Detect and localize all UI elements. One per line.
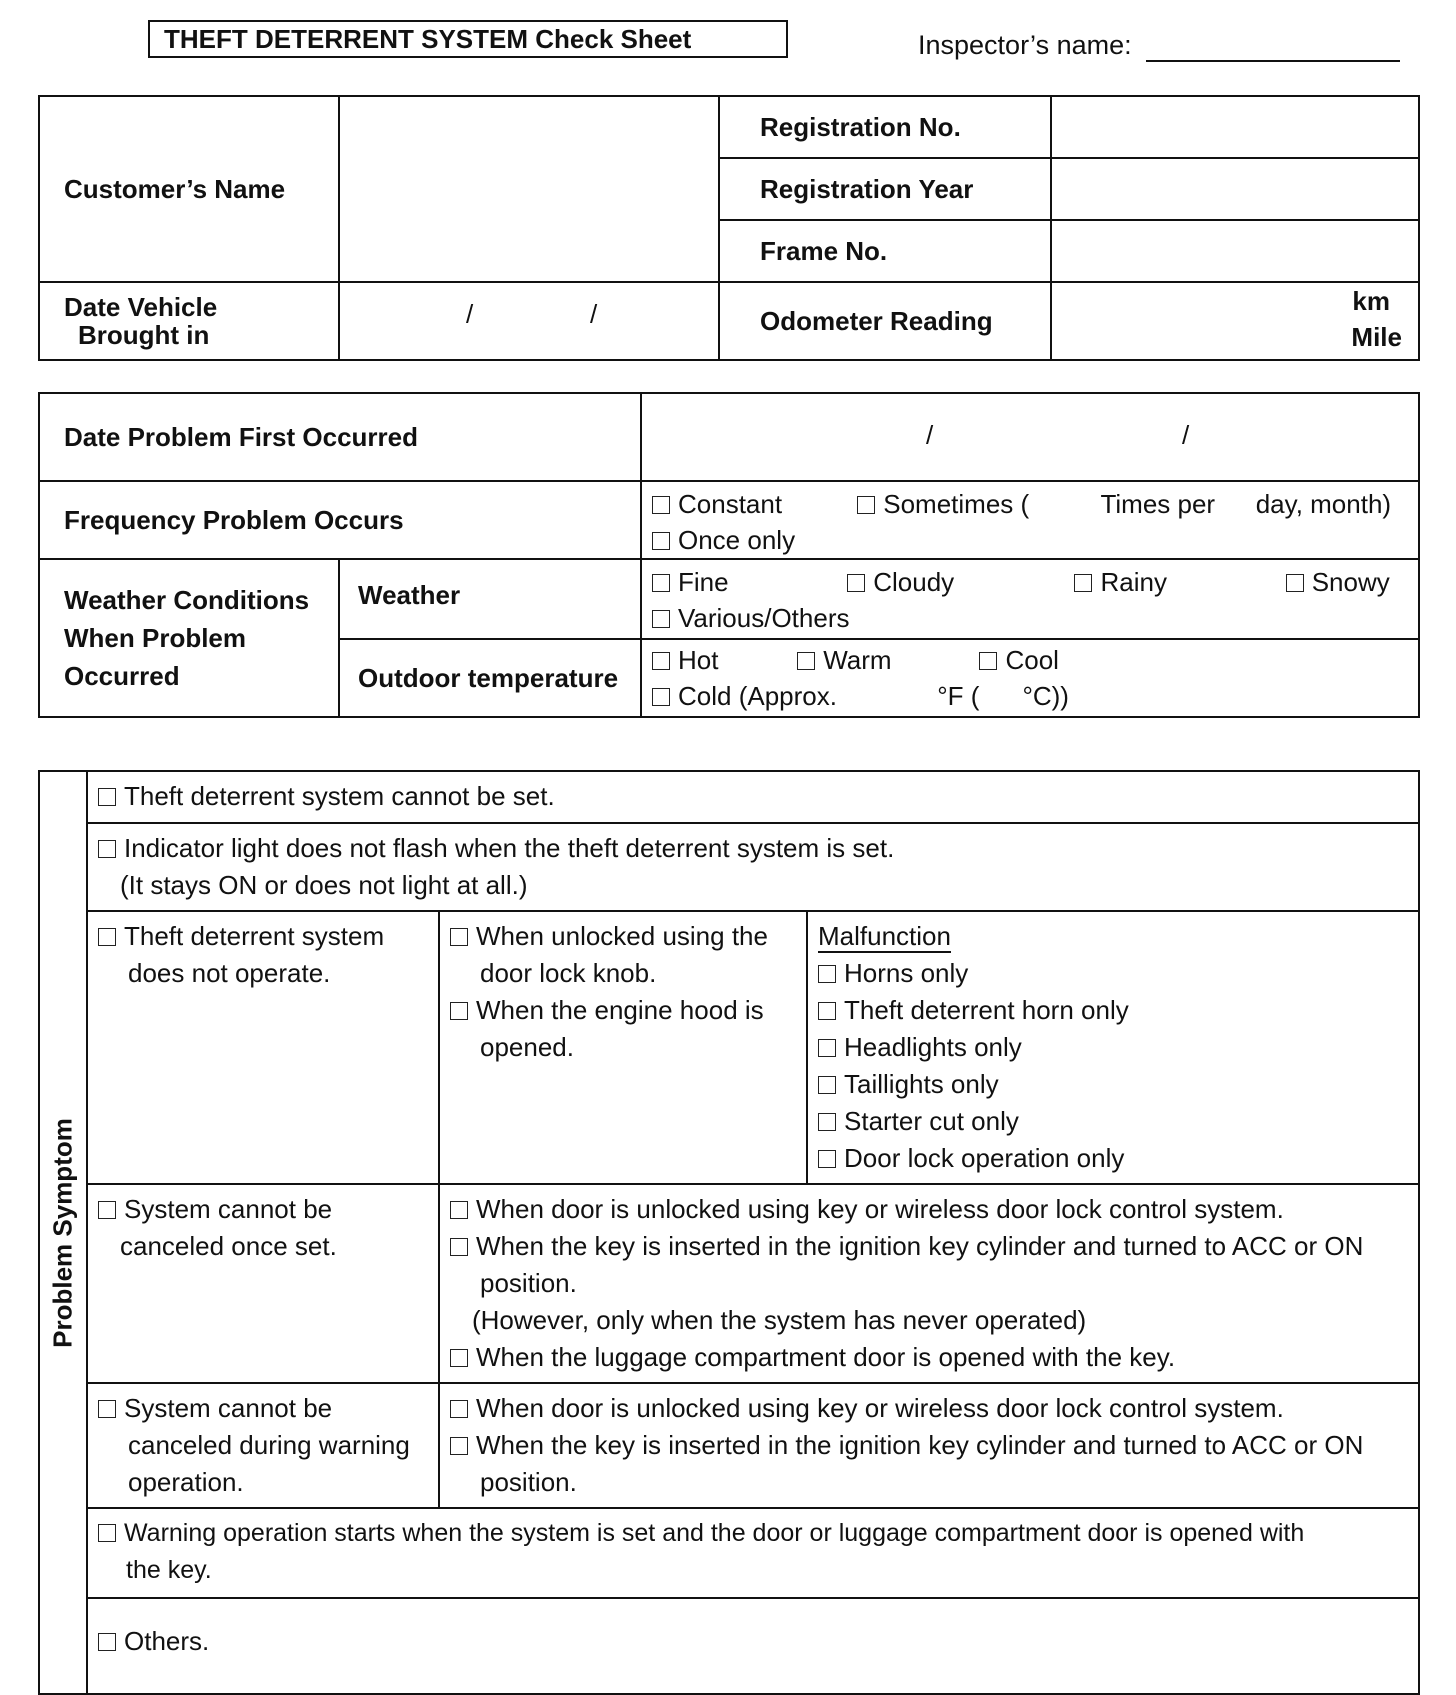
registration-year-label: Registration Year: [719, 158, 1051, 220]
temp-unit-c: °C)): [1022, 681, 1069, 711]
symptom-indicator-no-flash[interactable]: Indicator light does not flash when the theft deterrent system is set. (It stays ON or does not light at all.): [87, 823, 1419, 911]
date-separator: /: [926, 420, 934, 450]
freq-times-per: Times per: [1100, 489, 1216, 519]
malfunction-theft-horn[interactable]: Theft deterrent horn only: [818, 992, 1418, 1029]
cond-door-lock-knob[interactable]: When unlocked using the: [450, 918, 806, 955]
date-separator: /: [590, 299, 598, 329]
checkbox-icon[interactable]: [450, 1002, 468, 1020]
checkbox-icon[interactable]: [652, 496, 670, 514]
checkbox-icon[interactable]: [818, 1002, 836, 1020]
temp-cold-option[interactable]: Cold (Approx.: [652, 678, 930, 714]
customer-name-label: Customer’s Name: [39, 96, 339, 282]
symptom-warning-starts[interactable]: Warning operation starts when the system is set and the door or luggage compartment door is opened with the key.: [87, 1508, 1419, 1598]
problem-occurrence-table: [38, 392, 1420, 718]
checkbox-icon[interactable]: [450, 1201, 468, 1219]
date-brought-label-line1: Date Vehicle: [64, 292, 218, 322]
symptom-cannot-cancel-once-set[interactable]: System cannot be canceled once set.: [87, 1184, 439, 1383]
checkbox-icon[interactable]: [450, 1400, 468, 1418]
malfunction-taillights[interactable]: Taillights only: [818, 1066, 1418, 1103]
date-brought-field[interactable]: [339, 282, 719, 360]
weather-options: [641, 559, 1419, 639]
checkbox-icon[interactable]: [1074, 574, 1092, 592]
customer-name-field[interactable]: [339, 96, 719, 282]
date-first-field[interactable]: [641, 393, 1419, 481]
freq-sometimes-option[interactable]: Sometimes (: [857, 486, 1093, 522]
weather-label: Weather: [339, 559, 641, 639]
temperature-options: [641, 639, 1419, 717]
unit-km: km: [1352, 286, 1390, 316]
freq-constant-option[interactable]: Constant: [652, 486, 850, 522]
date-brought-label-line2: Brought in: [78, 320, 210, 350]
checkbox-icon[interactable]: [818, 965, 836, 983]
checkbox-icon[interactable]: [98, 1524, 116, 1542]
checkbox-icon[interactable]: [818, 1150, 836, 1168]
weather-various-option[interactable]: Various/Others: [652, 600, 849, 636]
weather-rainy-option[interactable]: Rainy: [1074, 564, 1278, 600]
cond-luggage-door[interactable]: When the luggage compartment door is opened with the key.: [450, 1339, 1418, 1376]
cond-door-unlocked-key[interactable]: When door is unlocked using key or wireless door lock control system.: [450, 1191, 1418, 1228]
checkbox-icon[interactable]: [857, 496, 875, 514]
checkbox-icon[interactable]: [450, 1437, 468, 1455]
weather-fine-option[interactable]: Fine: [652, 564, 840, 600]
checkbox-icon[interactable]: [847, 574, 865, 592]
malfunction-heading: Malfunction: [818, 921, 951, 951]
checkbox-icon[interactable]: [652, 652, 670, 670]
cond-key-ignition-2[interactable]: When the key is inserted in the ignition key cylinder and turned to ACC or ON: [450, 1427, 1418, 1464]
date-brought-label: [39, 282, 339, 360]
registration-no-field[interactable]: [1051, 96, 1419, 158]
cond-key-ignition[interactable]: When the key is inserted in the ignition key cylinder and turned to ACC or ON: [450, 1228, 1418, 1265]
frequency-options: [641, 481, 1419, 559]
date-separator: /: [1182, 420, 1190, 450]
checkbox-icon[interactable]: [818, 1076, 836, 1094]
cannot-cancel-warning-conditions: When door is unlocked using key or wireless door lock control system. When the key is inserted in the ignition key cylinder and turned to ACC or ON position.: [439, 1383, 1419, 1508]
checkbox-icon[interactable]: [450, 928, 468, 946]
registration-year-field[interactable]: [1051, 158, 1419, 220]
unit-mile: Mile: [1351, 322, 1402, 352]
checkbox-icon[interactable]: [98, 1633, 116, 1651]
odometer-label: Odometer Reading: [719, 282, 1051, 360]
registration-no-label: Registration No.: [719, 96, 1051, 158]
temp-hot-option[interactable]: Hot: [652, 642, 790, 678]
cannot-cancel-conditions: When door is unlocked using key or wireless door lock control system. When the key is inserted in the ignition key cylinder and turned to ACC or ON position. (However, only when the system has never operated) When the luggage compartment door is opened with the key.: [439, 1184, 1419, 1383]
frame-no-field[interactable]: [1051, 220, 1419, 282]
checkbox-icon[interactable]: [1286, 574, 1304, 592]
frequency-label: Frequency Problem Occurs: [39, 481, 641, 559]
checkbox-icon[interactable]: [98, 788, 116, 806]
checkbox-icon[interactable]: [652, 688, 670, 706]
temp-cool-option[interactable]: Cool: [979, 642, 1058, 678]
vehicle-info-table: [38, 95, 1420, 361]
date-separator: /: [466, 299, 474, 329]
problem-symptom-table: [38, 770, 1420, 1695]
cond-door-unlocked-key-2[interactable]: When door is unlocked using key or wireless door lock control system.: [450, 1390, 1418, 1427]
does-not-operate-conditions: When unlocked using the door lock knob. When the engine hood is opened.: [439, 911, 807, 1184]
malfunction-options: [807, 911, 1419, 1184]
weather-conditions-label: Weather Conditions When Problem Occurred: [39, 559, 339, 717]
symptom-others[interactable]: Others.: [87, 1598, 1419, 1694]
temp-warm-option[interactable]: Warm: [797, 642, 972, 678]
frame-no-label: Frame No.: [719, 220, 1051, 282]
malfunction-headlights[interactable]: Headlights only: [818, 1029, 1418, 1066]
weather-cloudy-option[interactable]: Cloudy: [847, 564, 1067, 600]
checkbox-icon[interactable]: [652, 610, 670, 628]
checkbox-icon[interactable]: [98, 1400, 116, 1418]
checkbox-icon[interactable]: [98, 840, 116, 858]
weather-snowy-option[interactable]: Snowy: [1286, 564, 1390, 600]
checkbox-icon[interactable]: [450, 1238, 468, 1256]
sheet-title: THEFT DETERRENT SYSTEM Check Sheet: [148, 20, 788, 58]
inspector-name-field[interactable]: [1146, 60, 1400, 62]
malfunction-door-lock[interactable]: Door lock operation only: [818, 1140, 1418, 1177]
malfunction-horns[interactable]: Horns only: [818, 955, 1418, 992]
symptom-cannot-cancel-warning[interactable]: System cannot be canceled during warning operation.: [87, 1383, 439, 1508]
odometer-field[interactable]: [1051, 282, 1419, 360]
checkbox-icon[interactable]: [450, 1349, 468, 1367]
checkbox-icon[interactable]: [98, 1201, 116, 1219]
date-first-label: Date Problem First Occurred: [39, 393, 641, 481]
checkbox-icon[interactable]: [818, 1039, 836, 1057]
checkbox-icon[interactable]: [98, 928, 116, 946]
checkbox-icon[interactable]: [818, 1113, 836, 1131]
freq-day-month: day, month): [1255, 489, 1392, 519]
freq-once-option[interactable]: Once only: [652, 522, 795, 558]
inspector-name-label: Inspector’s name:: [918, 30, 1132, 60]
temp-unit-f: °F (: [937, 681, 980, 711]
checkbox-icon[interactable]: [652, 574, 670, 592]
symptom-cannot-set[interactable]: Theft deterrent system cannot be set.: [87, 771, 1419, 823]
problem-symptom-label: Problem Symptom: [39, 771, 87, 1694]
checkbox-icon[interactable]: [652, 532, 670, 550]
malfunction-starter-cut[interactable]: Starter cut only: [818, 1103, 1418, 1140]
checkbox-icon[interactable]: [979, 652, 997, 670]
checkbox-icon[interactable]: [797, 652, 815, 670]
cond-engine-hood[interactable]: When the engine hood is: [450, 992, 806, 1029]
outdoor-temp-label: Outdoor temperature: [339, 639, 641, 717]
symptom-does-not-operate[interactable]: Theft deterrent system does not operate.: [87, 911, 439, 1184]
